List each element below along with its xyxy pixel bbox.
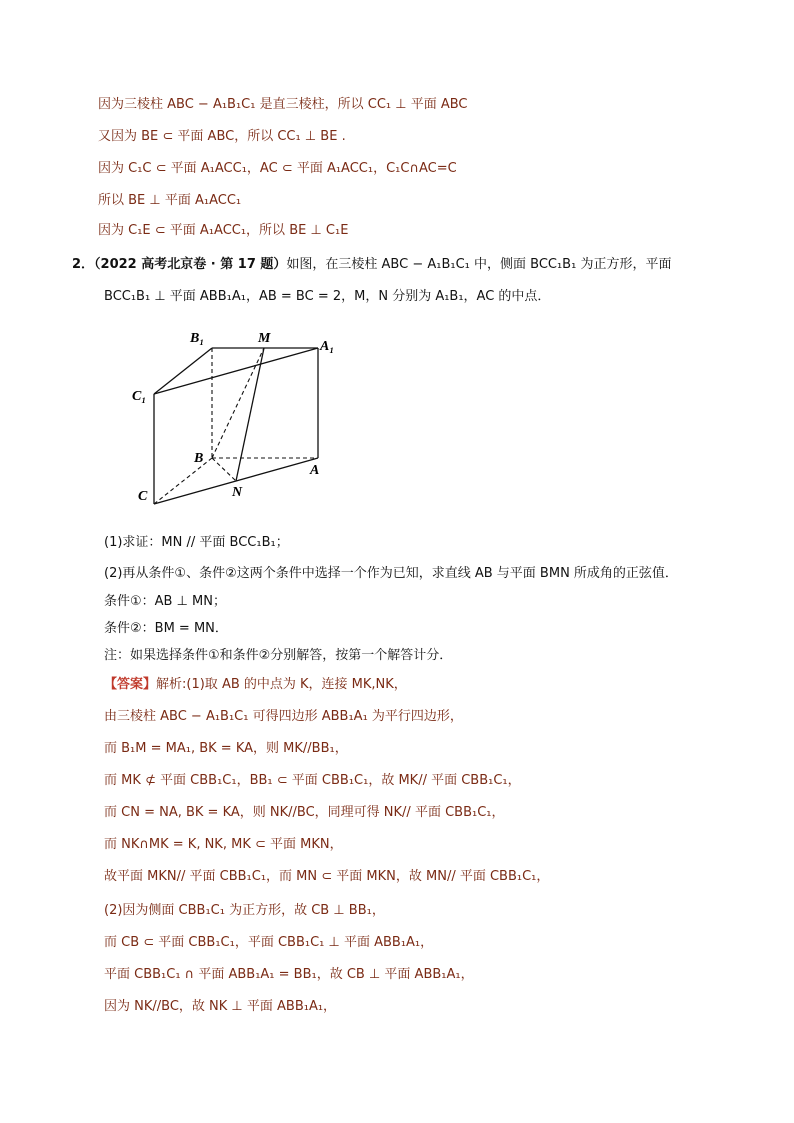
condition-2: 条件②：BM = MN． bbox=[104, 621, 228, 636]
problem-stem-line-2: BCC₁B₁ ⊥ 平面 ABB₁A₁，AB = BC = 2，M，N 分别为 A₁B₁，AC 的中点． bbox=[104, 289, 551, 304]
answer-step-8: 而 CB ⊂ 平面 CBB₁C₁，平面 CBB₁C₁ ⊥ 平面 ABB₁A₁， bbox=[104, 935, 434, 950]
label-C1: C₁ bbox=[132, 389, 147, 404]
proof-line-2: 又因为 BE ⊂ 平面 ABC，所以 CC₁ ⊥ BE . bbox=[98, 129, 346, 144]
answer-step-9: 平面 CBB₁C₁ ∩ 平面 ABB₁A₁ = BB₁，故 CB ⊥ 平面 ABB₁A₁， bbox=[104, 967, 474, 982]
prism-figure bbox=[130, 326, 360, 516]
problem-source: （2022 高考北京卷 · 第 17 题） bbox=[94, 257, 287, 272]
label-A: A bbox=[310, 463, 320, 478]
part-2: (2)再从条件①、条件②这两个条件中选择一个作为已知，求直线 AB 与平面 BMN 所成角的正弦值． bbox=[104, 566, 678, 581]
label-M: M bbox=[258, 331, 271, 346]
edge-C1-A1 bbox=[154, 348, 318, 394]
dashed-segment-B-M bbox=[212, 348, 264, 458]
proof-line-1: 因为三棱柱 ABC − A₁B₁C₁ 是直三棱柱，所以 CC₁ ⊥ 平面 ABC bbox=[98, 97, 468, 112]
label-C: C bbox=[138, 489, 148, 504]
problem-number: 2． bbox=[72, 257, 95, 272]
answer-step-3: 而 MK ⊄ 平面 CBB₁C₁，BB₁ ⊂ 平面 CBB₁C₁，故 MK// 平面 CBB₁C₁， bbox=[104, 773, 521, 788]
edge-C1-B1 bbox=[154, 348, 212, 394]
answer-intro: 解析:(1)取 AB 的中点为 K，连接 MK,NK， bbox=[156, 677, 407, 692]
label-B1: B₁ bbox=[190, 331, 205, 346]
answer-intro-line bbox=[104, 676, 407, 694]
segment-M-N bbox=[236, 348, 264, 481]
answer-step-1: 由三棱柱 ABC − A₁B₁C₁ 可得四边形 ABB₁A₁ 为平行四边形， bbox=[104, 709, 463, 724]
answer-step-2: 而 B₁M = MA₁, BK = KA，则 MK//BB₁， bbox=[104, 741, 348, 756]
answer-step-4: 而 CN = NA, BK = KA，则 NK//BC，同理可得 NK// 平面 CBB₁C₁， bbox=[104, 805, 505, 820]
answer-step-5: 而 NK∩MK = K, NK, MK ⊂ 平面 MKN， bbox=[104, 837, 343, 852]
answer-tag: 【答案】 bbox=[104, 677, 157, 692]
problem-stem-1: 如图，在三棱柱 ABC − A₁B₁C₁ 中，侧面 BCC₁B₁ 为正方形，平面 bbox=[286, 257, 672, 272]
answer-step-7: (2)因为侧面 CBB₁C₁ 为正方形，故 CB ⊥ BB₁， bbox=[104, 903, 385, 918]
problem-stem-line-1 bbox=[72, 256, 671, 274]
part-1: (1)求证：MN // 平面 BCC₁B₁； bbox=[104, 535, 289, 550]
answer-step-6: 故平面 MKN// 平面 CBB₁C₁，而 MN ⊂ 平面 MKN，故 MN// 平面 CBB₁C₁， bbox=[104, 869, 550, 884]
label-A1: A₁ bbox=[320, 339, 335, 354]
label-N: N bbox=[232, 485, 243, 500]
condition-1: 条件①：AB ⊥ MN； bbox=[104, 594, 226, 609]
proof-line-4: 所以 BE ⊥ 平面 A₁ACC₁ bbox=[98, 193, 242, 208]
answer-step-10: 因为 NK//BC，故 NK ⊥ 平面 ABB₁A₁， bbox=[104, 999, 337, 1014]
proof-line-5: 因为 C₁E ⊂ 平面 A₁ACC₁，所以 BE ⊥ C₁E bbox=[98, 223, 349, 238]
dashed-segment-B-N bbox=[212, 458, 236, 481]
proof-line-3: 因为 C₁C ⊂ 平面 A₁ACC₁，AC ⊂ 平面 A₁ACC₁，C₁C∩AC=C bbox=[98, 161, 457, 176]
note: 注：如果选择条件①和条件②分别解答，按第一个解答计分． bbox=[104, 648, 453, 663]
label-B: B bbox=[194, 451, 204, 466]
